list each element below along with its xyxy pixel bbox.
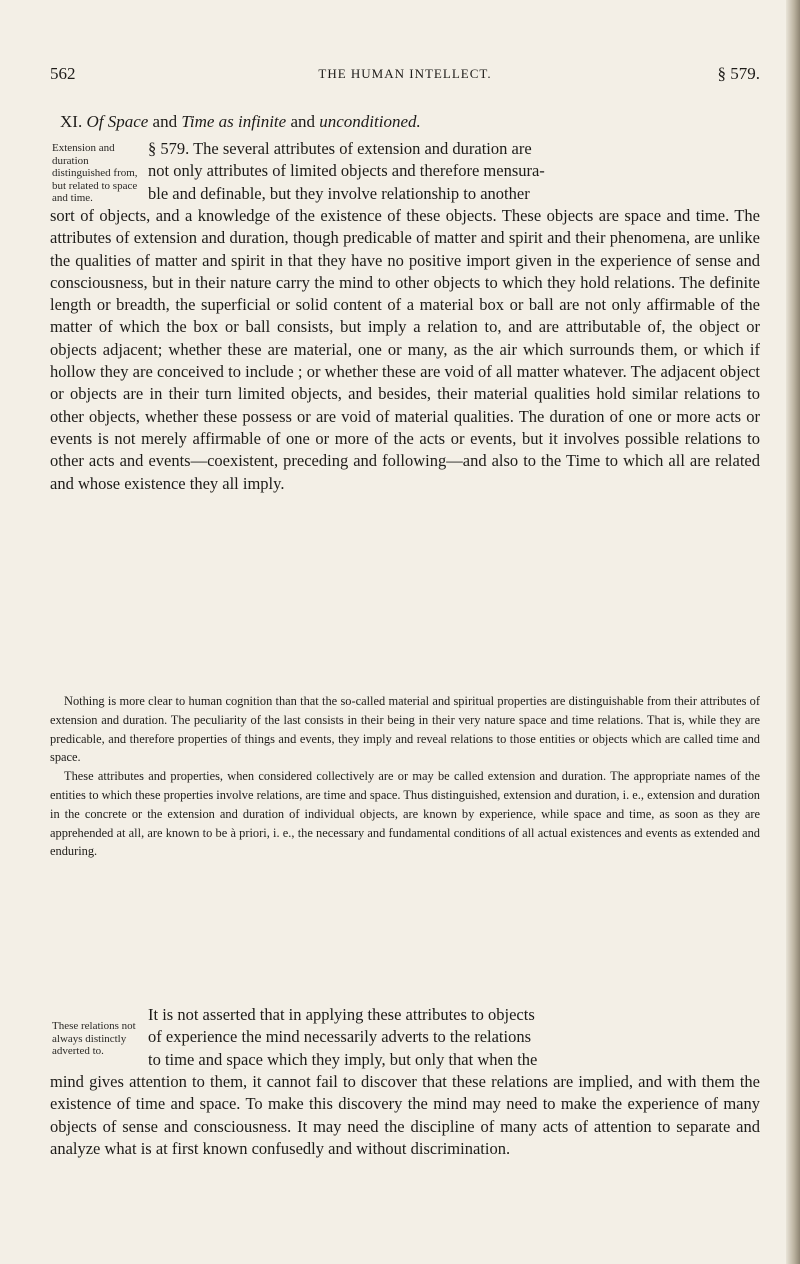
page-edge: [786, 0, 800, 1264]
intro-line: It is not asserted that in applying these attributes to objects: [148, 1005, 535, 1024]
paragraph-2: mind gives attention to them, it cannot fail to discover that these relations are implied, and with them the existence of time and space. To make this discovery the mind may need to make the experience of many objects of sense and consciousness. It may need the discipline of many acts of attention to separate and analyze what is at first known confusedly and without discrimination.: [50, 1072, 760, 1158]
running-title: THE HUMAN INTELLECT.: [318, 66, 492, 81]
page-header: [50, 64, 760, 88]
note-paragraph-2: These attributes and properties, when considered collectively are or may be called extension and duration. The appropriate names of the entities to which these properties involve relations, are time and space. Thus distinguished, extension and duration, i. e., extension and duration in the concrete or the extension and duration of individual objects, are known by experience, while space and time, as soon as they are apprehended at all, are known to be à priori, i. e., the necessary and fundamental conditions of all actual existences and events as extended and enduring.: [50, 769, 760, 859]
sidenote-extension-duration: Extension and duration distinguished from, but related to space and time.: [52, 142, 138, 204]
page-number: 562: [50, 64, 76, 83]
section-numeral: XI.: [60, 112, 83, 131]
sidenote-relations: These relations not always distinctly adverted to.: [52, 1020, 136, 1057]
note-block: [50, 692, 760, 861]
section-title-and-2: and: [286, 112, 320, 131]
intro-line: § 579. The several attributes of extension and duration are: [148, 139, 532, 158]
paragraph-1: sort of objects, and a knowledge of the existence of these objects. These objects are space and time. The attributes of extension and duration, though predicable of matter and spirit and their phenomena, are unlike the qualities of matter and spirit in that they have no positive import given in the experience of sense and consciousness, but in their nature carry the mind to other objects to which they hold relations. The definite length or breadth, the superficial or solid content of a material box or ball are not only affirmable of the matter of which the box or ball consists, but imply a relation to, and are attributable of, the object or objects adjacent; whether these are material, one or many, as the air which surrounds them, or which if hollow they are conceived to include ; or whether these are void of all matter whatever. The adjacent object or objects are in their turn limited objects, and besides, their material qualities hold similar relations to other objects, whether these possess or are void of material qualities. The duration of one or more acts or events is not merely affirmable of one or more of the acts or events, but it involves possible relations to other acts and events—coexistent, preceding and following—and also to the Time to which all are related and whose existence they all imply.: [50, 206, 760, 493]
section-title-space: Of Space: [86, 112, 149, 131]
intro-line: not only attributes of limited objects and therefore mensura-: [148, 161, 545, 181]
section-reference: § 579.: [717, 64, 760, 83]
intro-line: to time and space which they imply, but only that when the: [148, 1049, 538, 1069]
section-title-unconditioned: unconditioned.: [319, 112, 421, 131]
intro-line: of experience the mind necessarily adverts to the relations: [148, 1027, 532, 1047]
section-title-and: and: [148, 112, 182, 131]
intro-line: ble and definable, but they involve relationship to another: [148, 183, 530, 203]
section-title-time: Time as infinite: [181, 112, 287, 131]
paragraph-2-intro: [148, 1004, 760, 1071]
note-paragraph-1: Nothing is more clear to human cognition than that the so-called material and spiritual properties are distinguishable from their attributes of extension and duration. The peculiarity of the last consists in their being in their very nature space and time relations. That is, while they are predicable, and therefore properties of things and events, they imply and reveal relations to those entities or objects which are called time and space.: [50, 694, 760, 765]
paragraph-1-intro: [148, 138, 760, 205]
section-heading: [60, 112, 760, 132]
